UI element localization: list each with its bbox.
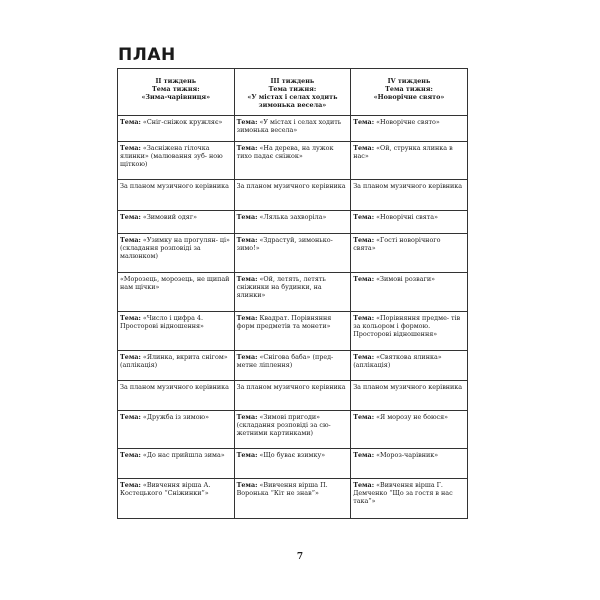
cell-prefix: Тема: [236, 275, 258, 283]
cell-text: «Зимові пригоди» (складання розповіді за сю- жетними картинками) [236, 413, 331, 438]
header-week-label: ІІІ тиждень [270, 77, 315, 85]
cell-prefix: Тема: [120, 451, 141, 459]
table-cell [234, 351, 351, 381]
cell-prefix: Тема: [353, 413, 375, 421]
header-theme-label: Тема тижня: [151, 85, 200, 94]
table-cell [118, 479, 235, 519]
table-cell [351, 411, 468, 449]
cell-prefix: Тема: [353, 314, 375, 322]
table-cell [234, 411, 351, 449]
cell-prefix: Тема: [236, 481, 258, 489]
table-cell [351, 479, 468, 519]
table-cell [351, 449, 468, 479]
cell-text: «Новорічні свята» [374, 213, 439, 221]
table-cell [118, 234, 235, 273]
table-row [118, 273, 468, 312]
table-row [118, 411, 468, 449]
table-row [118, 479, 468, 519]
table-cell [234, 116, 351, 142]
cell-text: «Що буває взимку» [257, 451, 326, 459]
cell-prefix: Тема: [120, 314, 141, 322]
cell-prefix: Тема: [353, 118, 375, 126]
table-cell [351, 142, 468, 180]
table-row [118, 116, 468, 142]
table-cell [118, 381, 235, 411]
cell-text: «Ой, летять, летять сніжинки на будинки, на ялинки» [236, 275, 326, 300]
cell-prefix: Тема: [120, 118, 141, 126]
cell-prefix: Тема: [236, 314, 258, 322]
cell-text: «Снігова баба» (пред- метне ліплення) [236, 353, 334, 370]
table-cell [118, 116, 235, 142]
table-cell [118, 312, 235, 351]
cell-text: «Я морозу не боюся» [374, 413, 449, 421]
cell-text: «Зимові розваги» [374, 275, 436, 283]
cell-text: За планом музичного керівника [120, 383, 229, 391]
header-theme-name: «У містах і селах ходить зимонька весела» [247, 93, 338, 110]
header-week-2 [118, 69, 235, 116]
table-cell [234, 312, 351, 351]
cell-text: За планом музичного керівника [353, 182, 463, 190]
table-cell [234, 211, 351, 234]
table-row [118, 449, 468, 479]
header-theme-name: «Зима-чарівниця» [141, 93, 211, 102]
cell-text: «Число і цифра 4. Просторові відношення» [120, 314, 204, 331]
table-cell [351, 234, 468, 273]
cell-text: «Сніг-сніжок кружляє» [140, 118, 223, 126]
table-cell [351, 351, 468, 381]
table-cell [351, 312, 468, 351]
table-cell [234, 180, 351, 211]
cell-prefix: Тема: [120, 481, 141, 489]
cell-prefix: Тема: [353, 236, 375, 244]
cell-text: «Мороз-чарівник» [374, 451, 439, 459]
table-cell [234, 381, 351, 411]
header-week-label: ІV тиждень [387, 77, 431, 85]
cell-text: «Зимовий одяг» [140, 213, 198, 221]
cell-text: «Засніжена гілочка ялинки» (малювання зуб- ною щіткою) [120, 144, 223, 169]
cell-prefix: Тема: [120, 353, 141, 361]
cell-text: «Ялинка, вкрита снігом» (аплікація) [120, 353, 228, 370]
table-cell [234, 234, 351, 273]
cell-prefix: Тема: [120, 144, 141, 152]
header-theme-label: Тема тижня: [268, 85, 317, 94]
cell-prefix: Тема: [236, 353, 258, 361]
table-cell [118, 273, 235, 312]
page-title: ПЛАН [118, 45, 176, 65]
table-cell [118, 449, 235, 479]
cell-text: «Вивчення вірша А. Костецького “Сніжинки”» [120, 481, 211, 498]
cell-prefix: Тема: [353, 275, 375, 283]
header-week-4 [351, 69, 468, 116]
cell-text: «У містах і селах ходить зимонька весела» [236, 118, 342, 135]
table-row [118, 234, 468, 273]
cell-text: «Дружба із зимою» [140, 413, 210, 421]
header-week-label: ІІ тиждень [155, 77, 197, 85]
table-cell [118, 351, 235, 381]
table-row [118, 142, 468, 180]
cell-text: «Лялька захворіла» [257, 213, 327, 221]
cell-text: «Здрастуй, зимонько- зимо!» [236, 236, 333, 253]
table-cell [234, 479, 351, 519]
cell-text: «Морозець, морозець, не щипай нам щічки» [120, 275, 230, 292]
cell-prefix: Тема: [120, 213, 141, 221]
cell-text: «До нас прийшла зима» [140, 451, 225, 459]
cell-text: За планом музичного керівника [236, 383, 346, 391]
table-cell [234, 273, 351, 312]
table-cell [118, 180, 235, 211]
page-number: 7 [296, 552, 304, 562]
cell-prefix: Тема: [353, 353, 375, 361]
cell-prefix: Тема: [120, 413, 141, 421]
cell-prefix: Тема: [353, 213, 375, 221]
cell-text: За планом музичного керівника [236, 182, 346, 190]
cell-text: «Гості новорічного свята» [353, 236, 441, 253]
cell-text: «Узимку на прогулян- ці» (складання розповіді за малюнком) [120, 236, 230, 261]
cell-text: За планом музичного керівника [120, 182, 229, 190]
cell-prefix: Тема: [236, 213, 258, 221]
table-cell [118, 211, 235, 234]
cell-text: Квадрат. Порівняння форм предметів та монети» [236, 314, 332, 331]
cell-prefix: Тема: [353, 451, 375, 459]
cell-prefix: Тема: [236, 236, 258, 244]
cell-text: «Ой, струнка ялинка в нас» [353, 144, 453, 161]
header-week-3 [234, 69, 351, 116]
cell-text: «Вивчення вірша П. Воронька “Кіт не знав”» [236, 481, 328, 498]
table-cell [351, 116, 468, 142]
cell-text: «На дерева, на лужок тихо падає сніжок» [236, 144, 334, 161]
table-row [118, 381, 468, 411]
plan-table [117, 68, 468, 519]
cell-text: «Новорічне свято» [374, 118, 440, 126]
table-cell [234, 142, 351, 180]
table-cell [351, 211, 468, 234]
header-theme-label: Тема тижня: [385, 85, 433, 94]
table-row [118, 180, 468, 211]
table-cell [234, 449, 351, 479]
table-row [118, 211, 468, 234]
cell-text: «Вивчення вірша Г. Демченко “Що за гостя в нас така”» [353, 481, 453, 506]
cell-prefix: Тема: [353, 481, 375, 489]
cell-prefix: Тема: [236, 144, 258, 152]
cell-prefix: Тема: [236, 451, 258, 459]
cell-prefix: Тема: [236, 118, 258, 126]
cell-prefix: Тема: [353, 144, 375, 152]
table-row [118, 312, 468, 351]
table-row [118, 351, 468, 381]
cell-text: За планом музичного керівника [353, 383, 463, 391]
cell-prefix: Тема: [236, 413, 258, 421]
table-cell [351, 180, 468, 211]
table-cell [118, 411, 235, 449]
table-cell [351, 381, 468, 411]
cell-text: «Порівняння предме- тів за кольором і формою. Просторові відношення» [353, 314, 461, 339]
cell-prefix: Тема: [120, 236, 141, 244]
header-theme-name: «Новорічне свято» [373, 93, 445, 102]
header-row [118, 69, 468, 116]
table-cell [351, 273, 468, 312]
cell-text: «Святкова ялинка» (аплікація) [353, 353, 442, 370]
table-cell [118, 142, 235, 180]
